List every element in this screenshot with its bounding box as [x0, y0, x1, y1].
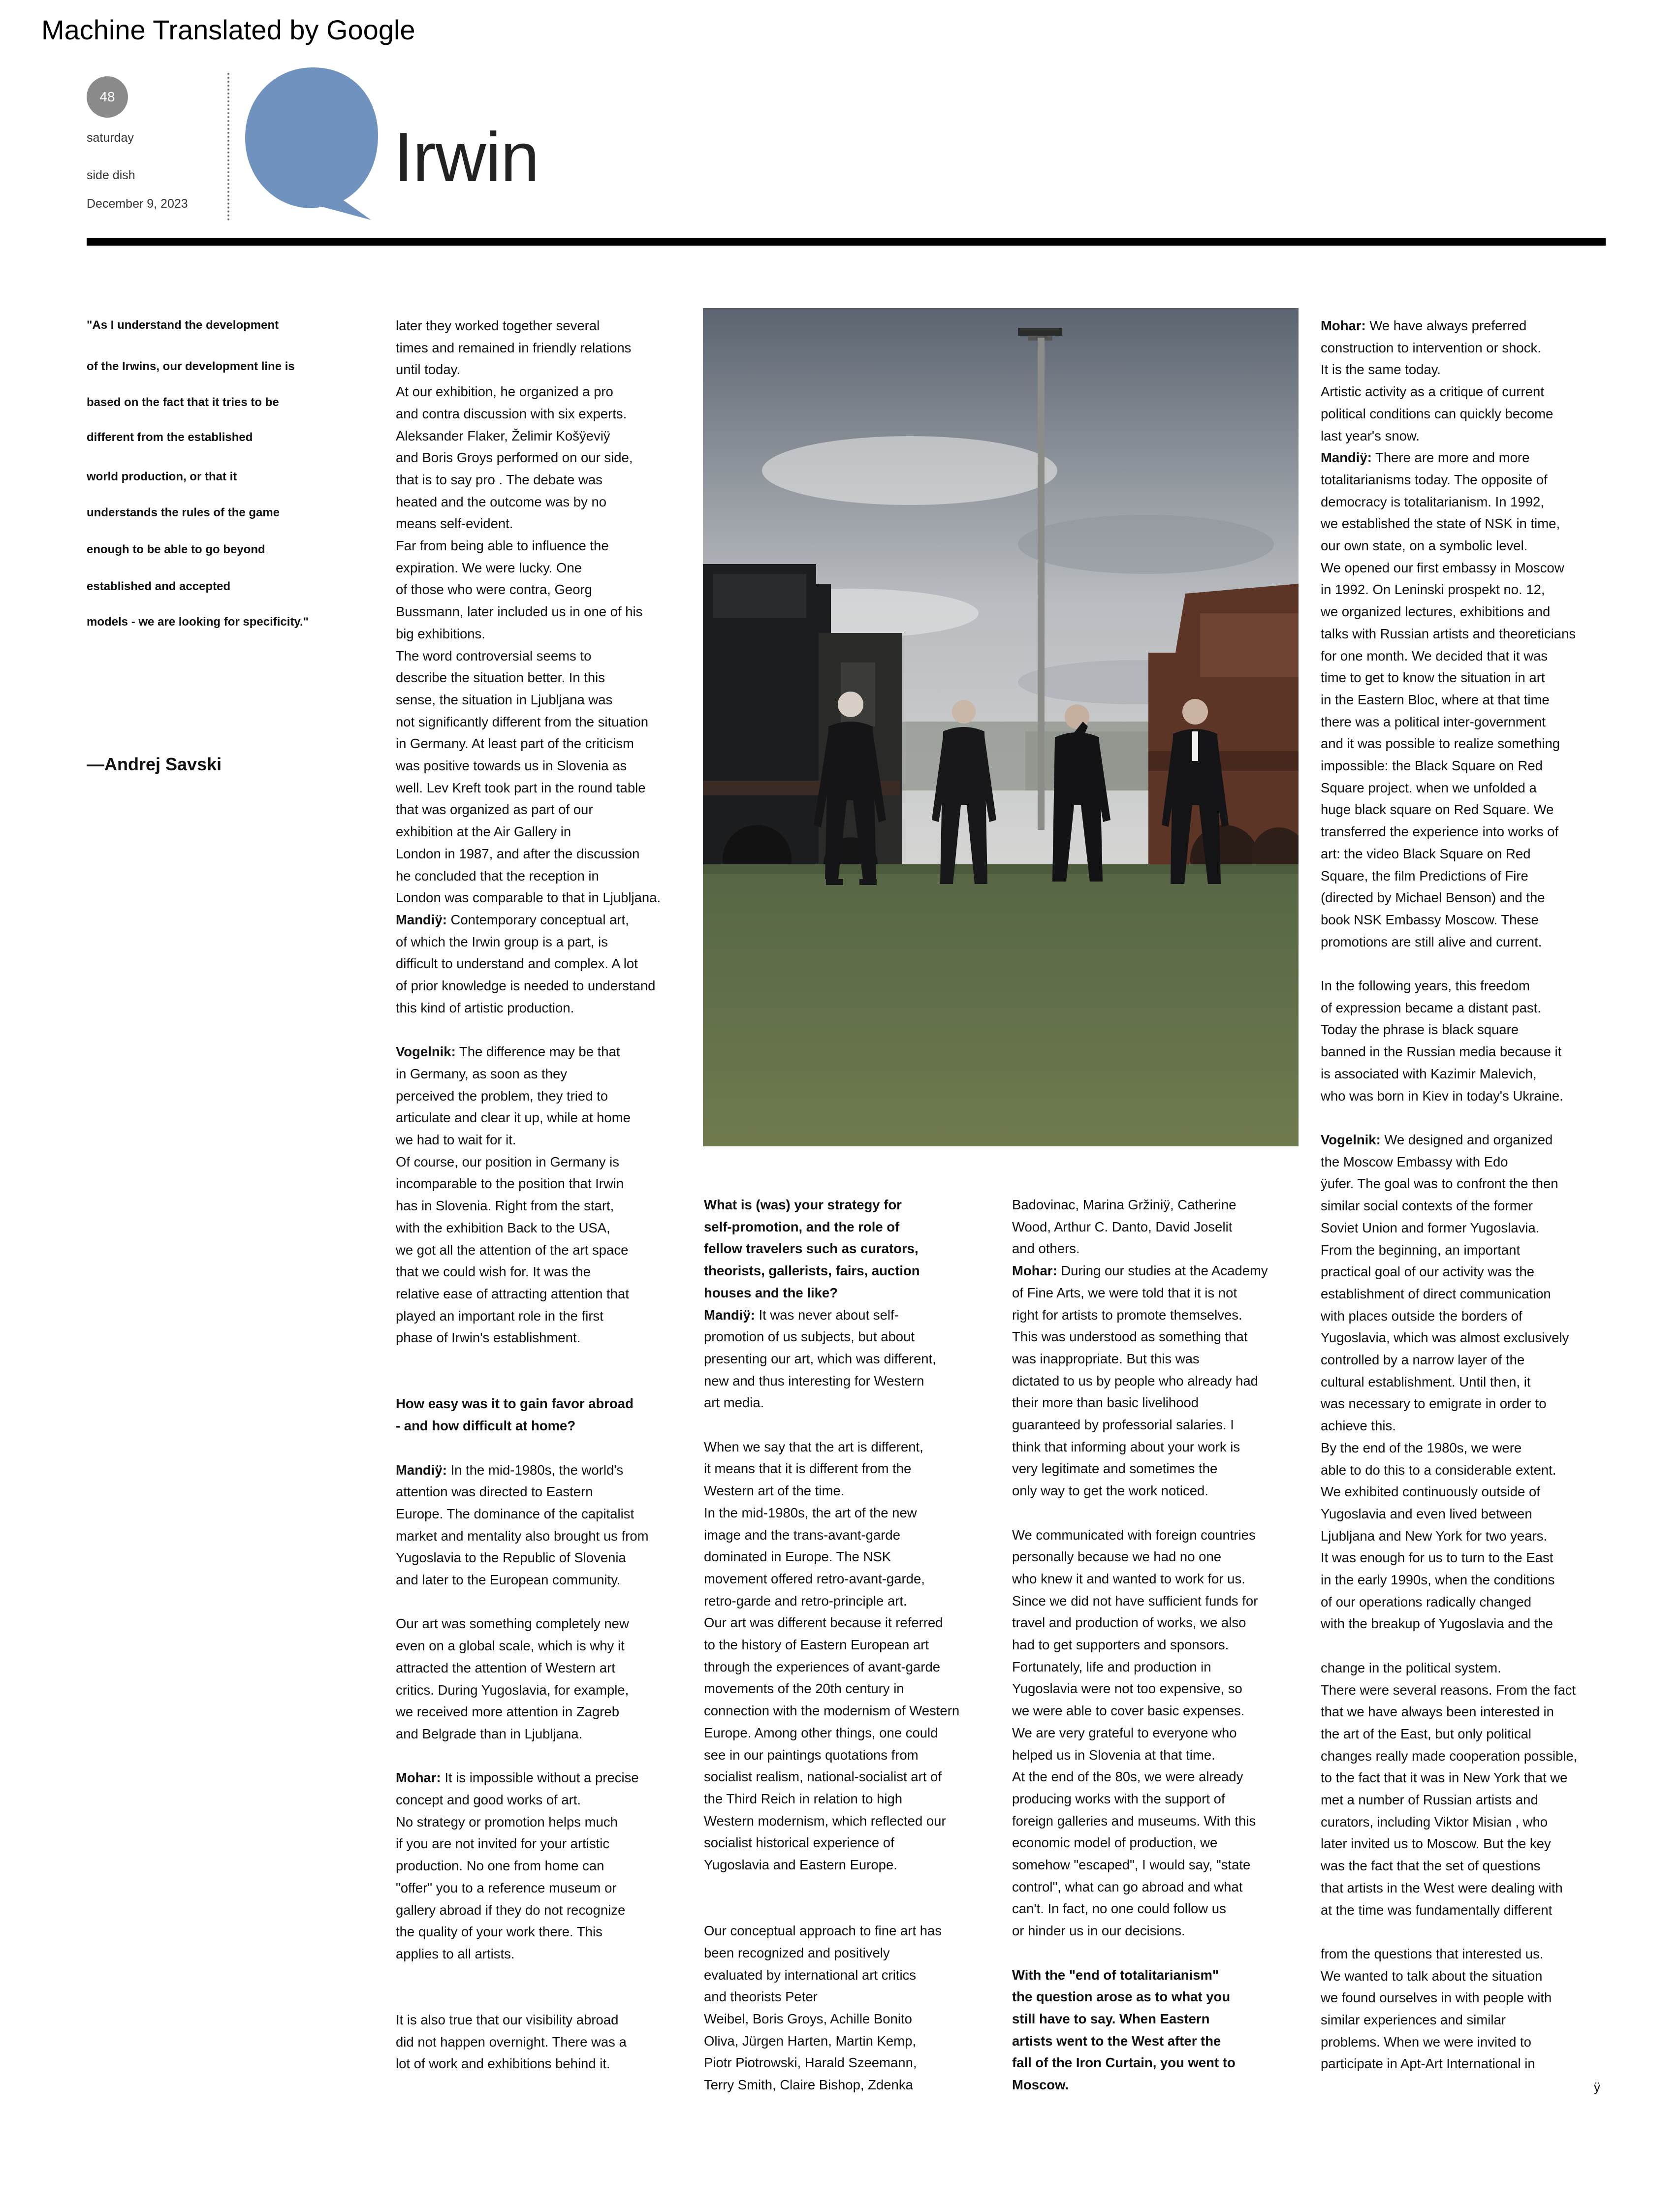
- text-line: impossible: the Black Square on Red: [1321, 758, 1543, 774]
- text-line-body: We designed and organized: [1384, 1132, 1553, 1147]
- text-line: book NSK Embassy Moscow. These: [1321, 912, 1539, 927]
- paragraph-gap: [704, 1876, 999, 1898]
- text-line: guaranteed by professorial salaries. I: [1012, 1417, 1234, 1433]
- text-line: not significantly different from the situation: [396, 714, 649, 729]
- question-line: How easy was it to gain favor abroad: [396, 1396, 634, 1412]
- section-name: side dish: [87, 168, 135, 182]
- text-line: personally because we had no one: [1012, 1549, 1222, 1565]
- text-line: the Moscow Embassy with Edo: [1321, 1154, 1508, 1169]
- text-line: London in 1987, and after the discussion: [396, 846, 640, 861]
- pull-quote-line: different from the established: [87, 431, 253, 444]
- text-line: Aleksander Flaker, Želimir Košÿeviÿ: [396, 428, 610, 443]
- text-line: changes really made cooperation possible,: [1321, 1748, 1578, 1764]
- question-line: What is (was) your strategy for: [704, 1197, 902, 1212]
- question-line: Moscow.: [1012, 2077, 1069, 2093]
- text-line: and it was possible to realize something: [1321, 736, 1560, 752]
- text-line-body: We have always preferred: [1369, 318, 1527, 333]
- text-line: we found ourselves in with people with: [1321, 1990, 1552, 2006]
- text-line: Ljubljana and New York for two years.: [1321, 1528, 1548, 1544]
- corner-glyph: ÿ: [1594, 2080, 1600, 2094]
- text-line: Yugoslavia, which was almost exclusively: [1321, 1330, 1569, 1346]
- pull-quote-line: established and accepted: [87, 580, 231, 593]
- text-line: Our conceptual approach to fine art has: [704, 1923, 942, 1939]
- text-line: relative ease of attracting attention that: [396, 1286, 629, 1301]
- text-line: difficult to understand and complex. A lot: [396, 956, 638, 972]
- text-line: this kind of artistic production.: [396, 1000, 574, 1015]
- text-line: of those who were contra, Georg: [396, 582, 592, 598]
- text-line: image and the trans-avant-garde: [704, 1527, 900, 1543]
- text-line: [704, 1304, 999, 1326]
- text-line: very legitimate and sometimes the: [1012, 1461, 1218, 1477]
- paragraph-gap: [1012, 1942, 1307, 1964]
- text-line: we established the state of NSK in time,: [1321, 516, 1560, 532]
- issue-date: December 9, 2023: [87, 197, 188, 211]
- text-line: [396, 909, 691, 931]
- text-line: [396, 1767, 691, 1789]
- text-line: at the time was fundamentally different: [1321, 1902, 1553, 1918]
- text-line: [1321, 315, 1616, 337]
- question-line: - and how difficult at home?: [396, 1418, 576, 1434]
- text-line: establishment of direct communication: [1321, 1286, 1551, 1301]
- text-line: foreign galleries and museums. With this: [1012, 1813, 1256, 1829]
- question-line: houses and the like?: [704, 1285, 838, 1300]
- text-line: attracted the attention of Western art: [396, 1660, 615, 1675]
- text-line: lot of work and exhibitions behind it.: [396, 2056, 610, 2072]
- text-line: Piotr Piotrowski, Harald Szeemann,: [704, 2055, 917, 2071]
- question-line: the question arose as to what you: [1012, 1989, 1231, 2005]
- text-line: critics. During Yugoslavia, for example,: [396, 1682, 629, 1698]
- paragraph-gap: [396, 1965, 691, 1988]
- text-line: totalitarianisms today. The opposite of: [1321, 472, 1548, 487]
- text-line: We wanted to talk about the situation: [1321, 1968, 1543, 1984]
- text-line: It is the same today.: [1321, 362, 1441, 378]
- text-line: presenting our art, which was different,: [704, 1351, 936, 1366]
- text-line: When we say that the art is different,: [704, 1439, 923, 1454]
- paragraph-gap: [396, 1349, 691, 1371]
- text-line: Our art was something completely new: [396, 1616, 629, 1632]
- text-line: see in our paintings quotations from: [704, 1747, 919, 1763]
- text-line: Europe. The dominance of the capitalist: [396, 1506, 634, 1521]
- machine-translation-banner: Machine Translated by Google: [41, 14, 415, 45]
- text-line: socialist historical experience of: [704, 1835, 894, 1851]
- paragraph-gap: [704, 1414, 999, 1436]
- text-line: We are very grateful to everyone who: [1012, 1725, 1237, 1740]
- text-line: with the breakup of Yugoslavia and the: [1321, 1616, 1553, 1632]
- text-line: that artists in the West were dealing with: [1321, 1880, 1563, 1895]
- text-line: incomparable to the position that Irwin: [396, 1176, 624, 1192]
- text-line: similar experiences and similar: [1321, 2012, 1506, 2028]
- text-line: [1321, 447, 1616, 469]
- text-line: articulate and clear it up, while at home: [396, 1110, 631, 1126]
- text-line: in Germany. At least part of the criticism: [396, 736, 634, 752]
- text-line: big exhibitions.: [396, 626, 485, 641]
- text-line: Bussmann, later included us in one of his: [396, 604, 643, 620]
- text-line: Square, the film Predictions of Fire: [1321, 868, 1528, 884]
- page-number-badge: 48: [87, 76, 128, 118]
- text-line: their more than basic livelihood: [1012, 1395, 1199, 1411]
- text-line: or hinder us in our decisions.: [1012, 1923, 1185, 1939]
- text-line: Square project. when we unfolded a: [1321, 780, 1537, 795]
- text-line: evaluated by international art critics: [704, 1967, 917, 1983]
- text-line: Far from being able to influence the: [396, 538, 609, 554]
- speaker-label: Mandiÿ:: [704, 1307, 755, 1323]
- text-line: was necessary to emigrate in order to: [1321, 1396, 1547, 1412]
- text-line: the Third Reich in relation to high: [704, 1791, 903, 1806]
- headline: Irwin: [394, 118, 539, 196]
- pull-quote-line: models - we are looking for specificity.": [87, 615, 309, 629]
- text-line: able to do this to a considerable extent.: [1321, 1462, 1556, 1478]
- text-line: producing works with the support of: [1012, 1791, 1225, 1806]
- text-line: political conditions can quickly become: [1321, 406, 1553, 421]
- text-line-body: In the mid-1980s, the world's: [450, 1462, 624, 1478]
- pull-quote-line: understands the rules of the game: [87, 506, 280, 519]
- text-line: only way to get the work noticed.: [1012, 1483, 1208, 1499]
- question-line: still have to say. When Eastern: [1012, 2011, 1210, 2026]
- text-line: was the fact that the set of questions: [1321, 1858, 1541, 1874]
- text-line: and Boris Groys performed on our side,: [396, 450, 633, 466]
- text-line: The word controversial seems to: [396, 648, 592, 663]
- text-line: Western art of the time.: [704, 1483, 845, 1499]
- masthead-divider: [227, 73, 229, 221]
- pull-quote-line: "As I understand the development: [87, 318, 279, 332]
- question-line: theorists, gallerists, fairs, auction: [704, 1263, 920, 1279]
- text-line: and theorists Peter: [704, 1989, 818, 2005]
- text-line: until today.: [396, 362, 460, 378]
- text-line: and contra discussion with six experts.: [396, 406, 627, 421]
- text-line: (directed by Michael Benson) and the: [1321, 890, 1545, 906]
- text-line: in the Eastern Bloc, where at that time: [1321, 692, 1550, 707]
- text-line: is associated with Kazimir Malevich,: [1321, 1066, 1537, 1081]
- text-line: In the following years, this freedom: [1321, 978, 1530, 994]
- text-line: can't. In fact, no one could follow us: [1012, 1901, 1226, 1917]
- text-line: and Belgrade than in Ljubljana.: [396, 1726, 583, 1741]
- text-line: of which the Irwin group is a part, is: [396, 934, 608, 949]
- text-line: travel and production of works, we also: [1012, 1615, 1246, 1631]
- text-line: Yugoslavia and Eastern Europe.: [704, 1857, 897, 1873]
- text-line: Europe. Among other things, one could: [704, 1725, 938, 1740]
- text-line: Artistic activity as a critique of current: [1321, 384, 1544, 400]
- question-line: fellow travelers such as curators,: [704, 1241, 919, 1257]
- speaker-label: Mohar:: [1012, 1263, 1057, 1279]
- text-line: and later to the European community.: [396, 1572, 621, 1588]
- text-line: and others.: [1012, 1241, 1080, 1257]
- text-line: huge black square on Red Square. We: [1321, 802, 1554, 818]
- paragraph-gap: [704, 1898, 999, 1920]
- text-line: dominated in Europe. The NSK: [704, 1549, 891, 1565]
- text-line: At the end of the 80s, we were already: [1012, 1769, 1243, 1785]
- speaker-label: Vogelnik:: [396, 1044, 456, 1060]
- pull-quote-author: —Andrej Savski: [87, 754, 222, 774]
- text-line: construction to intervention or shock.: [1321, 340, 1541, 355]
- text-line: did not happen overnight. There was a: [396, 2034, 627, 2050]
- pull-quote-line: world production, or that it: [87, 470, 237, 483]
- text-line: of Fine Arts, we were told that it is not: [1012, 1285, 1237, 1300]
- text-line: There were several reasons. From the fact: [1321, 1682, 1576, 1698]
- text-line: was positive towards us in Slovenia as: [396, 758, 627, 774]
- question-line: With the "end of totalitarianism": [1012, 1967, 1219, 1983]
- text-line: Soviet Union and former Yugoslavia.: [1321, 1220, 1540, 1235]
- text-line: economic model of production, we: [1012, 1835, 1218, 1851]
- text-line: we got all the attention of the art space: [396, 1242, 629, 1258]
- text-line: connection with the modernism of Western: [704, 1703, 960, 1719]
- text-line: Our art was different because it referred: [704, 1615, 943, 1631]
- speaker-label: Mandiÿ:: [396, 1462, 447, 1478]
- question-line: fall of the Iron Curtain, you went to: [1012, 2055, 1236, 2071]
- text-line-body: It was never about self-: [759, 1307, 899, 1323]
- text-line: time to get to know the situation in art: [1321, 670, 1545, 686]
- paragraph-gap: [396, 1987, 691, 2009]
- text-line: in 1992. On Leninski prospekt no. 12,: [1321, 582, 1545, 598]
- text-line: At our exhibition, he organized a pro: [396, 384, 613, 400]
- text-line: later invited us to Moscow. But the key: [1321, 1836, 1551, 1852]
- text-line: for one month. We decided that it was: [1321, 648, 1548, 663]
- paragraph-gap: [1321, 1921, 1616, 1943]
- text-line: transferred the experience into works of: [1321, 824, 1559, 840]
- text-line: means self-evident.: [396, 516, 513, 532]
- text-line: through the experiences of avant-garde: [704, 1659, 941, 1674]
- text-line: [1321, 1129, 1616, 1151]
- text-line: Badovinac, Marina Gržiniÿ, Catherine: [1012, 1197, 1236, 1212]
- paragraph-gap: [396, 1019, 691, 1041]
- text-line: phase of Irwin's establishment.: [396, 1330, 581, 1346]
- text-line-body: It is impossible without a precise: [444, 1770, 639, 1786]
- text-line: we had to wait for it.: [396, 1132, 516, 1147]
- paragraph-gap: [1321, 1635, 1616, 1657]
- text-line: he concluded that the reception in: [396, 868, 599, 884]
- text-line: Terry Smith, Claire Bishop, Zdenka: [704, 2077, 913, 2093]
- paragraph-gap: [396, 1371, 691, 1393]
- text-line: participate in Apt-Art International in: [1321, 2056, 1535, 2072]
- text-line: Yugoslavia were not too expensive, so: [1012, 1681, 1242, 1697]
- text-line: curators, including Viktor Misian , who: [1321, 1814, 1548, 1830]
- text-line: to the fact that it was in New York that we: [1321, 1770, 1568, 1786]
- text-line: sense, the situation in Ljubljana was: [396, 692, 613, 707]
- text-line: Wood, Arthur C. Danto, David Joselit: [1012, 1219, 1233, 1234]
- text-line: last year's snow.: [1321, 428, 1420, 443]
- text-line: cultural establishment. Until then, it: [1321, 1374, 1531, 1389]
- text-line: Weibel, Boris Groys, Achille Bonito: [704, 2011, 912, 2026]
- text-line: It was enough for us to turn to the East: [1321, 1550, 1553, 1566]
- text-line: We opened our first embassy in Moscow: [1321, 560, 1564, 575]
- text-line: think that informing about your work is: [1012, 1439, 1240, 1454]
- text-line: production. No one from home can: [396, 1858, 604, 1874]
- text-line: well. Lev Kreft took part in the round table: [396, 780, 646, 795]
- text-line: controlled by a narrow layer of the: [1321, 1352, 1525, 1368]
- text-line: was inappropriate. But this was: [1012, 1351, 1200, 1366]
- text-line: movements of the 20th century in: [704, 1681, 904, 1697]
- pull-quote-line: of the Irwins, our development line is: [87, 360, 295, 373]
- text-line: gallery abroad if they do not recognize: [396, 1902, 626, 1918]
- text-line-body: Contemporary conceptual art,: [450, 912, 629, 927]
- article-column-4: [1321, 315, 1616, 2075]
- text-line: right for artists to promote themselves.: [1012, 1307, 1242, 1323]
- text-line: banned in the Russian media because it: [1321, 1044, 1562, 1060]
- text-line: that was organized as part of our: [396, 802, 593, 818]
- text-line: By the end of the 1980s, we were: [1321, 1440, 1522, 1455]
- issue-day: saturday: [87, 131, 134, 145]
- text-line: in Germany, as soon as they: [396, 1066, 567, 1081]
- text-line: of our operations radically changed: [1321, 1594, 1532, 1609]
- text-line-body: During our studies at the Academy: [1061, 1263, 1268, 1279]
- text-line: similar social contexts of the former: [1321, 1198, 1533, 1214]
- text-line: who was born in Kiev in today's Ukraine.: [1321, 1088, 1563, 1104]
- speaker-label: Vogelnik:: [1321, 1132, 1381, 1147]
- text-line: even on a global scale, which is why it: [396, 1638, 625, 1654]
- text-line: We exhibited continuously outside of: [1321, 1484, 1540, 1500]
- text-line: Today the phrase is black square: [1321, 1022, 1519, 1038]
- text-line: It is also true that our visibility abroad: [396, 2012, 619, 2028]
- paragraph-gap: [396, 1591, 691, 1613]
- text-line: with places outside the borders of: [1321, 1308, 1522, 1324]
- article-column-3: [1012, 1194, 1307, 2096]
- text-line: has in Slovenia. Right from the start,: [396, 1198, 614, 1214]
- paragraph-gap: [1321, 1107, 1616, 1129]
- paragraph-gap: [1321, 953, 1616, 975]
- text-line: our own state, on a symbolic level.: [1321, 538, 1528, 554]
- text-line: promotion of us subjects, but about: [704, 1329, 915, 1345]
- text-line: [396, 1041, 691, 1063]
- text-line: the quality of your work there. This: [396, 1924, 602, 1940]
- text-line: played an important role in the first: [396, 1308, 603, 1324]
- text-line: "offer" you to a reference museum or: [396, 1880, 617, 1895]
- article-column-1: [396, 315, 691, 2075]
- paragraph-gap: [396, 1437, 691, 1459]
- text-line: [396, 1459, 691, 1482]
- text-line: of prior knowledge is needed to understand: [396, 978, 656, 994]
- speaker-label: Mohar:: [1321, 318, 1366, 333]
- text-line: No strategy or promotion helps much: [396, 1814, 618, 1830]
- text-line: of expression became a distant past.: [1321, 1000, 1541, 1015]
- text-line: who knew it and wanted to work for us.: [1012, 1571, 1245, 1586]
- text-line: [1012, 1260, 1307, 1282]
- pull-quote-line: enough to be able to go beyond: [87, 543, 265, 556]
- text-line: Of course, our position in Germany is: [396, 1154, 619, 1169]
- text-line: applies to all artists.: [396, 1946, 515, 1961]
- text-line: London was comparable to that in Ljubljana.: [396, 890, 661, 906]
- text-line: met a number of Russian artists and: [1321, 1792, 1538, 1808]
- text-line: dictated to us by people who already had: [1012, 1373, 1258, 1389]
- text-line: expiration. We were lucky. One: [396, 560, 582, 575]
- text-line: if you are not invited for your artistic: [396, 1836, 610, 1852]
- text-line: perceived the problem, they tried to: [396, 1088, 608, 1104]
- text-line: we received more attention in Zagreb: [396, 1704, 619, 1720]
- paragraph-gap: [396, 1745, 691, 1767]
- text-line: practical goal of our activity was the: [1321, 1264, 1535, 1280]
- text-line: promotions are still alive and current.: [1321, 934, 1542, 949]
- text-line: democracy is totalitarianism. In 1992,: [1321, 494, 1544, 509]
- text-line: ÿufer. The goal was to confront the then: [1321, 1176, 1558, 1192]
- text-line: somehow "escaped", I would say, "state: [1012, 1857, 1251, 1873]
- question-line: self-promotion, and the role of: [704, 1219, 900, 1234]
- text-line: change in the political system.: [1321, 1660, 1501, 1675]
- speaker-label: Mandiÿ:: [396, 912, 447, 927]
- text-line: to the history of Eastern European art: [704, 1637, 929, 1653]
- text-line: the art of the East, but only political: [1321, 1726, 1532, 1741]
- text-line: movement offered retro-avant-garde,: [704, 1571, 925, 1586]
- text-line-body: There are more and more: [1375, 450, 1530, 466]
- text-line: retro-garde and retro-principle art.: [704, 1593, 907, 1609]
- header-rule: [87, 238, 1606, 246]
- text-line: control", what can go abroad and what: [1012, 1879, 1243, 1894]
- text-line: new and thus interesting for Western: [704, 1373, 924, 1389]
- text-line: concept and good works of art.: [396, 1792, 581, 1808]
- text-line: there was a political inter-government: [1321, 714, 1546, 729]
- text-line: From the beginning, an important: [1321, 1242, 1521, 1258]
- text-line: Western modernism, which reflected our: [704, 1813, 946, 1829]
- text-line: Yugoslavia to the Republic of Slovenia: [396, 1550, 626, 1566]
- text-line: This was understood as something that: [1012, 1329, 1248, 1345]
- pull-quote-line: based on the fact that it tries to be: [87, 396, 279, 409]
- text-line: Oliva, Jürgen Harten, Martin Kemp,: [704, 2033, 917, 2049]
- text-line: that we could wish for. It was the: [396, 1264, 591, 1280]
- text-line: been recognized and positively: [704, 1945, 890, 1960]
- group-photo: [703, 308, 1299, 1146]
- text-line: We communicated with foreign countries: [1012, 1527, 1256, 1543]
- text-line: problems. When we were invited to: [1321, 2034, 1531, 2050]
- text-line: in the early 1990s, when the conditions: [1321, 1572, 1555, 1588]
- text-line: helped us in Slovenia at that time.: [1012, 1747, 1215, 1763]
- text-line: that we have always been interested in: [1321, 1704, 1554, 1720]
- text-line: socialist realism, national-socialist art of: [704, 1769, 942, 1785]
- text-line: later they worked together several: [396, 318, 600, 333]
- text-line: attention was directed to Eastern: [396, 1484, 593, 1500]
- text-line: exhibition at the Air Gallery in: [396, 824, 571, 840]
- text-line: with the exhibition Back to the USA,: [396, 1220, 610, 1235]
- speaker-label: Mandiÿ:: [1321, 450, 1372, 466]
- text-line: art media.: [704, 1395, 764, 1411]
- text-line: achieve this.: [1321, 1418, 1396, 1434]
- speech-bubble-icon: [239, 62, 382, 224]
- text-line: we organized lectures, exhibitions and: [1321, 604, 1551, 620]
- speaker-label: Mohar:: [396, 1770, 441, 1786]
- text-line: Fortunately, life and production in: [1012, 1659, 1211, 1674]
- text-line: we were able to cover basic expenses.: [1012, 1703, 1245, 1719]
- text-line: times and remained in friendly relations: [396, 340, 632, 355]
- text-line: market and mentality also brought us from: [396, 1528, 649, 1544]
- text-line: that is to say pro . The debate was: [396, 472, 602, 487]
- text-line: talks with Russian artists and theoreticians: [1321, 626, 1576, 641]
- text-line: it means that it is different from the: [704, 1461, 912, 1477]
- text-line-body: The difference may be that: [459, 1044, 620, 1060]
- text-line: heated and the outcome was by no: [396, 494, 607, 509]
- text-line: had to get supporters and sponsors.: [1012, 1637, 1229, 1653]
- paragraph-gap: [1012, 1502, 1307, 1524]
- text-line: In the mid-1980s, the art of the new: [704, 1505, 917, 1520]
- text-line: Yugoslavia and even lived between: [1321, 1506, 1532, 1521]
- question-line: artists went to the West after the: [1012, 2033, 1221, 2049]
- text-line: Since we did not have sufficient funds for: [1012, 1593, 1258, 1609]
- text-line: art: the video Black Square on Red: [1321, 846, 1531, 861]
- article-column-2: [704, 1194, 999, 2096]
- text-line: describe the situation better. In this: [396, 670, 605, 686]
- text-line: from the questions that interested us.: [1321, 1946, 1544, 1961]
